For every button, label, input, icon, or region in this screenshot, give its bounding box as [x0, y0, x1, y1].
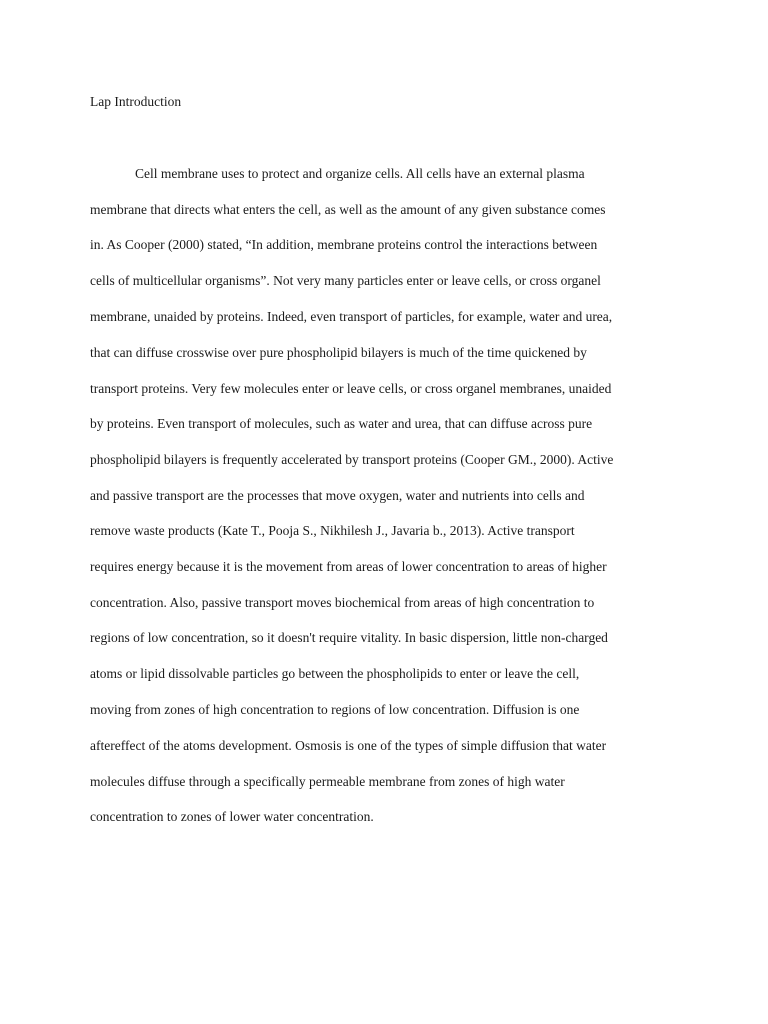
paragraph-line: that can diffuse crosswise over pure phospholipid bilayers is much of the time quickened by — [90, 345, 587, 360]
paragraph-line: cells of multicellular organisms”. Not very many particles enter or leave cells, or cross organel — [90, 273, 601, 288]
paragraph-line: Cell membrane uses to protect and organize cells. All cells have an external plasma — [135, 166, 585, 181]
paragraph-line: by proteins. Even transport of molecules, such as water and urea, that can diffuse across pure — [90, 416, 593, 431]
paragraph-line: membrane, unaided by proteins. Indeed, even transport of particles, for example, water and urea, — [90, 309, 613, 324]
paragraph-line: remove waste products (Kate T., Pooja S., Nikhilesh J., Javaria b., 2013). Active transport — [90, 523, 575, 538]
paragraph-line: regions of low concentration, so it doesn't require vitality. In basic dispersion, little non-charged — [90, 630, 608, 645]
paragraph-line: molecules diffuse through a specifically permeable membrane from zones of high water — [90, 774, 565, 789]
paragraph-line: moving from zones of high concentration to regions of low concentration. Diffusion is one — [90, 702, 580, 717]
paragraph-line: aftereffect of the atoms development. Osmosis is one of the types of simple diffusion that water — [90, 738, 607, 753]
paragraph-line: atoms or lipid dissolvable particles go between the phospholipids to enter or leave the cell, — [90, 666, 580, 681]
paragraph-line: requires energy because it is the movement from areas of lower concentration to areas of higher — [90, 559, 607, 574]
paragraph-line: concentration to zones of lower water concentration. — [90, 809, 374, 824]
paragraph-line: transport proteins. Very few molecules enter or leave cells, or cross organel membranes, unaided — [90, 381, 612, 396]
paragraph-line: phospholipid bilayers is frequently accelerated by transport proteins (Cooper GM., 2000). Active — [90, 452, 614, 467]
paragraph-line: concentration. Also, passive transport moves biochemical from areas of high concentration to — [90, 595, 595, 610]
paragraph-line: membrane that directs what enters the cell, as well as the amount of any given substance comes — [90, 202, 606, 217]
paragraph-line: and passive transport are the processes that move oxygen, water and nutrients into cells and — [90, 488, 585, 503]
document-title: Lap Introduction — [90, 94, 182, 109]
paragraph-line: in. As Cooper (2000) stated, “In addition, membrane proteins control the interactions between — [90, 237, 598, 252]
